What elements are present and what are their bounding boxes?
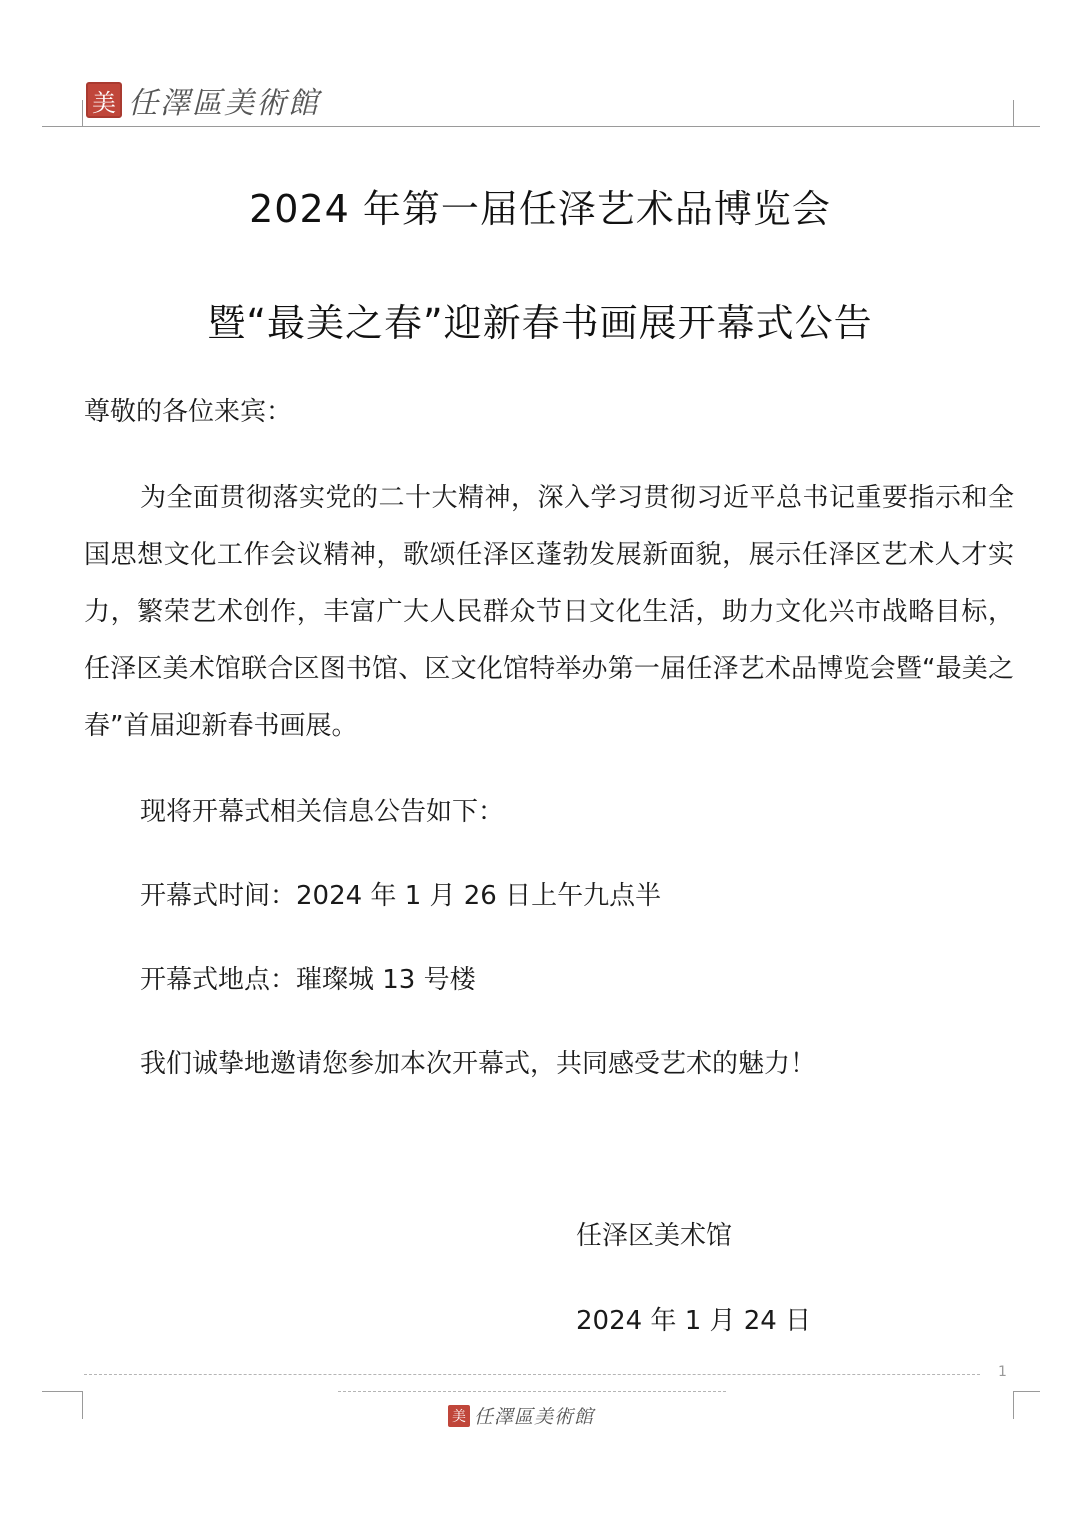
signature-organization: 任泽区美术馆 [576,1221,733,1251]
footer-logo [448,1402,594,1429]
footer-museum-logo-text: 任澤區美術館 [474,1406,595,1428]
footer-rule [42,1391,82,1392]
ceremony-location: 开幕式地点：璀璨城 13 号楼 [140,965,476,995]
museum-seal: 美 [86,82,122,118]
footer-rule-right [1013,1391,1040,1392]
museum-logo-text: 任澤區美術館 [128,86,320,121]
title-line-2: 暨“最美之春”迎新春书画展开幕式公告 [207,301,873,345]
invitation-line: 我们诚挚地邀请您参加本次开幕式，共同感受艺术的魅力！ [140,1049,817,1079]
page-number: 1 [998,1364,1007,1380]
header-logo [86,78,320,122]
footer-corner-right [1013,1391,1014,1419]
footer-dashed-rule-bottom [338,1391,726,1392]
ceremony-time: 开幕式时间：2024 年 1 月 26 日上午九点半 [140,881,662,911]
header-rule [42,126,1040,127]
header-corner-right [1013,100,1014,126]
footer-corner-left [82,1391,83,1419]
footer-dashed-rule-top [84,1374,980,1375]
header-corner-left [82,100,83,126]
intro-line: 现将开幕式相关信息公告如下： [140,797,505,827]
footer-museum-seal: 美 [448,1405,470,1427]
signature-date: 2024 年 1 月 24 日 [576,1306,812,1336]
body-paragraph: 为全面贯彻落实党的二十大精神，深入学习贯彻习近平总书记重要指示和全国思想文化工作会议精神，歌颂任泽区蓬勃发展新面貌，展示任泽区艺术人才实力，繁荣艺术创作，丰富广大人民群众节日文化生活，助力文化兴市战略目标，任泽区美术馆联合区图书馆、区文化馆特举办第一届任泽艺术品博览会暨“最美之春”首届迎新春书画展。 [84,483,1014,741]
title-line-1: 2024 年第一届任泽艺术品博览会 [249,187,831,231]
salutation: 尊敬的各位来宾： [84,397,293,427]
